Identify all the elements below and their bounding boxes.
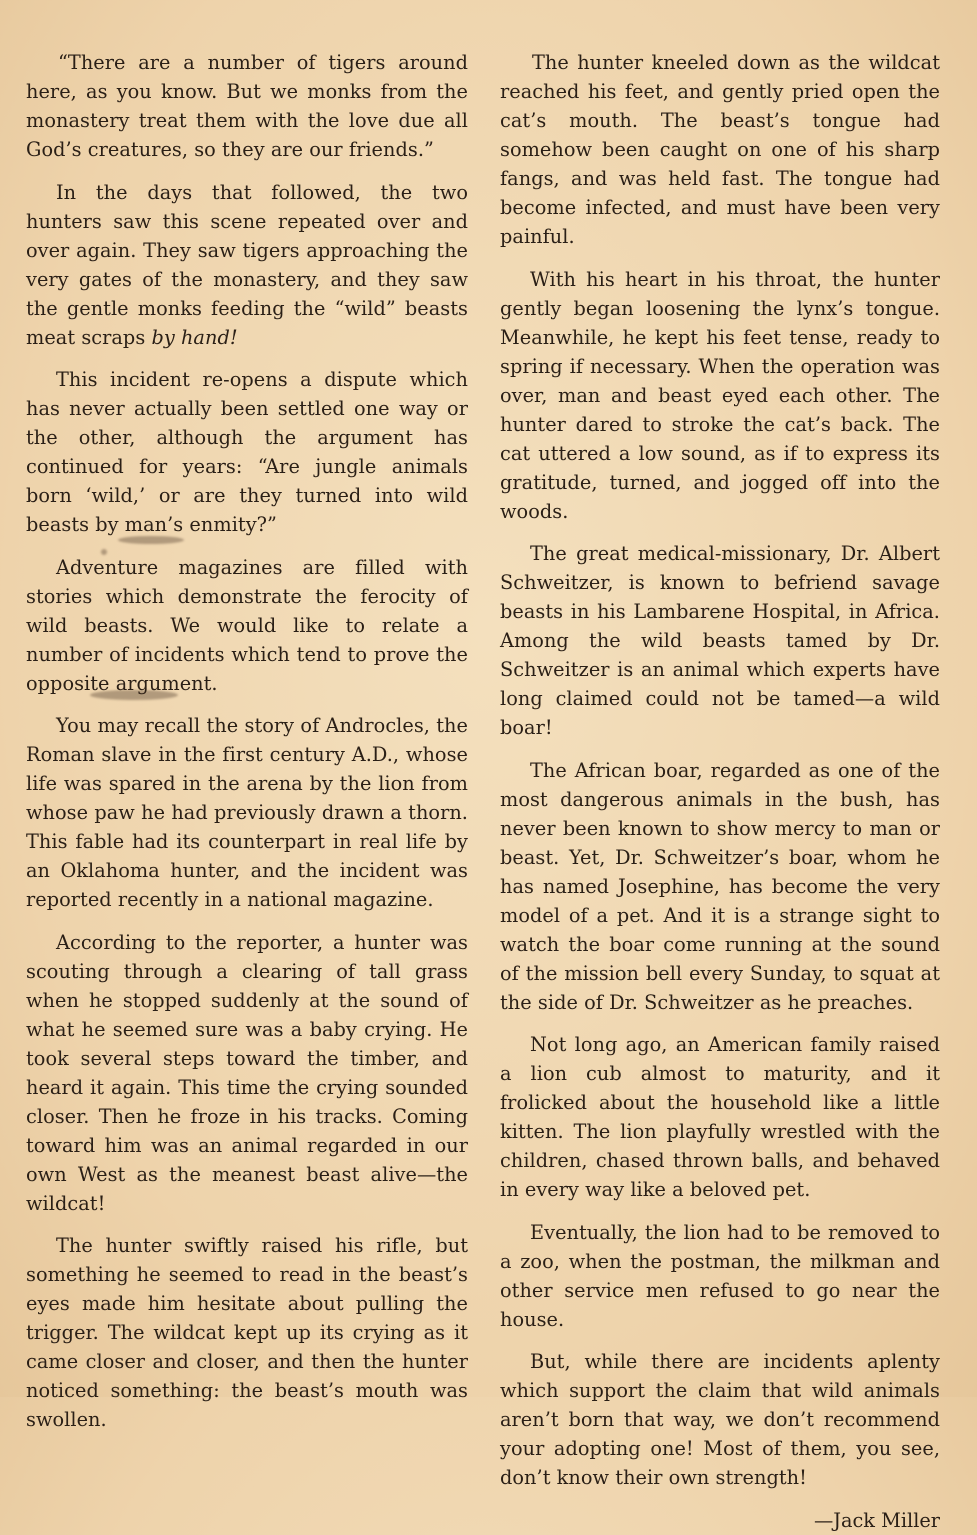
emphasis-by-hand: by hand! — [151, 325, 238, 349]
paragraph-hunter-kneeled: The hunter kneeled down as the wildcat reached his feet, and gently pried open the cat’s mouth. The beast’s tongue had somehow been caught on one of his sharp fangs, and was held fast. The tongue had become infected, and must have been very painful. — [500, 51, 940, 248]
paragraph-dispute: This incident re-opens a dispute which has never actually been settled one way or the other, although the argument has continued for years: “Are jungle animals born ‘wild,’ or are they turned into wild beasts by man’s enmity?” — [26, 368, 468, 536]
right-column — [500, 48, 940, 1535]
paragraph-monks-quote: “There are a number of tigers around here, as you know. But we monks from the monastery treat them with the love due all God’s creatures, so they are our friends.” — [26, 51, 468, 161]
ink-smudge — [118, 536, 184, 544]
paragraph-lion-zoo: Eventually, the lion had to be removed to a zoo, when the postman, the milkman and other service men refused to go near the house. — [500, 1220, 940, 1331]
paragraph-african-boar: The African boar, regarded as one of the most dangerous animals in the bush, has never been known to show mercy to man or beast. Yet, Dr. Schweitzer’s boar, whom he has named Josephine, has become the very model of a pet. And it is a strange sight to watch the boar come running at the sound of the mission bell every Sunday, to squat at the side of Dr. Schweitzer as he preaches. — [500, 758, 940, 1014]
paragraph-androcles: You may recall the story of Androcles, the Roman slave in the first century A.D., whose life was spared in the arena by the lion from whose paw he had previously drawn a thorn. This fable had its counterpart in real life by an Oklahoma hunter, and the incident was reported recently in a national magazine. — [26, 714, 468, 911]
ink-smudge — [101, 549, 107, 555]
paragraph-raised-rifle: The hunter swiftly raised his rifle, but something he seemed to read in the beast’s eyes made him hesitate about pulling the trigger. The wildcat kept up its crying as it came closer and closer, and then the hunter noticed something: the beast’s mouth was swollen. — [26, 1234, 468, 1431]
paragraph-hunters-witness — [26, 178, 468, 352]
ink-smudge — [90, 690, 178, 700]
paragraph-reporter: According to the reporter, a hunter was scouting through a clearing of tall grass when he stopped suddenly at the sound of what he seemed sure was a baby crying. He took several steps toward the timber, and heard it again. This time the crying sounded closer. Then he froze in his tracks. Coming toward him was an animal regarded in our own West as the meanest beast alive—the wildcat! — [26, 930, 468, 1215]
paragraph-conclusion: But, while there are incidents aplenty which support the claim that wild animals aren’t born that way, we don’t recommend your adopting one! Most of them, you see, don’t know their own strength! — [500, 1350, 940, 1489]
paragraph-hunters-witness-text: In the days that followed, the two hunters saw this scene repeated over and over again. They saw tigers approaching the very gates of the monastery, and they saw the gentle monks feeding the “wild” beasts meat scraps — [26, 180, 468, 349]
paragraph-lion-cub: Not long ago, an American family raised a lion cub almost to maturity, and it frolicked about the household like a little kitten. The lion playfully wrestled with the children, chased thrown balls, and behaved in every way like a beloved pet. — [500, 1033, 940, 1201]
paragraph-loosening-tongue: With his heart in his throat, the hunter gently began loosening the lynx’s tongue. Meanwhile, he kept his feet tense, ready to spring if necessary. When the operation was over, man and beast eyed each other. The hunter dared to stroke the cat’s back. The cat uttered a low sound, as if to express its gratitude, turned, and jogged off into the woods. — [500, 267, 940, 523]
paragraph-adventure-magazines: Adventure magazines are filled with stories which demonstrate the ferocity of wild beasts. We would like to relate a number of incidents which tend to prove the opposite argument. — [26, 555, 468, 695]
paragraph-schweitzer: The great medical-missionary, Dr. Albert Schweitzer, is known to befriend savage beasts in his Lambarene Hospital, in Africa. Among the wild beasts tamed by Dr. Schweitzer is an animal which experts have long claimed could not be tamed—a wild boar! — [500, 542, 940, 739]
left-column — [26, 48, 468, 1448]
byline: —Jack Miller — [814, 1508, 940, 1532]
